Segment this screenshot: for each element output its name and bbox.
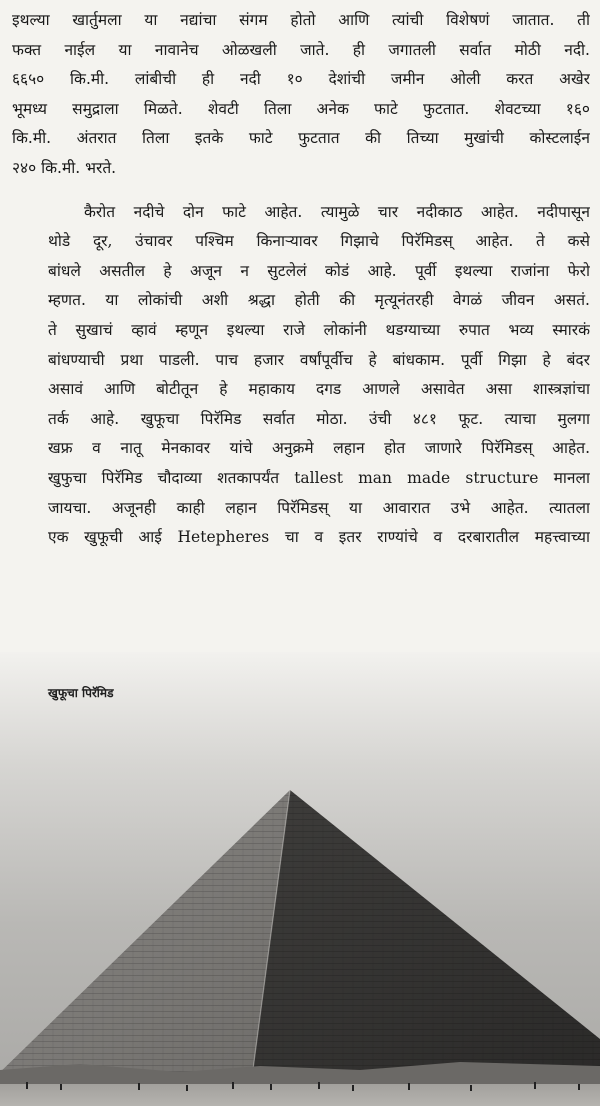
text-line: कि.मी. अंतरात तिला इतके फाटे फुटतात की तिच्या मुखांची कोस्टलाईन — [12, 129, 590, 148]
text-line: थोडे दूर, उंचावर पश्चिम किनाऱ्यावर गिझाचे पिरॅमिडस् आहेत. ते कसे — [48, 232, 590, 251]
figure-caption: खुफूचा पिरॅमिड — [48, 686, 114, 700]
paragraph-2 — [12, 198, 590, 553]
text-line: बांधले असतील हे अजून न सुटलेलं कोडं आहे. पूर्वी इथल्या राजांना फेरो — [48, 261, 590, 280]
text-line: ते सुखाचं व्हावं म्हणून इथल्या राजे लोकांनी थडग्याच्या रुपात भव्य स्मारकं — [48, 320, 590, 339]
text-line: म्हणत. या लोकांची अशी श्रद्धा होती की मृत्यूनंतरही वेगळं जीवन असतं. — [48, 291, 590, 310]
text-line: ६६५० कि.मी. लांबीची ही नदी १० देशांची जमीन ओली करत अखेर — [12, 70, 590, 89]
text-line: २४० कि.मी. भरते. — [12, 158, 117, 177]
text-line: कैरोत नदीचे दोन फाटे आहेत. त्यामुळे चार नदीकाठ आहेत. नदीपासून — [84, 202, 590, 221]
text-line: बांधण्याची प्रथा पाडली. पाच हजार वर्षांपूर्वीच हे बांधकाम. पूर्वी गिझा हे बंदर — [48, 350, 590, 369]
text-line: खुफुचा पिरॅमिड चौदाव्या शतकापर्यंत tallest man made structure मानला — [48, 468, 590, 487]
text-line: तर्क आहे. खुफूचा पिरॅमिड सर्वात मोठा. उंची ४८१ फूट. त्याचा मुलगा — [48, 409, 590, 428]
text-line: खफ्र व नातू मेनकावर यांचे अनुक्रमे लहान होत जाणारे पिरॅमिडस् आहेत. — [48, 439, 590, 458]
text-line: असावं आणि बोटीतून हे महाकाय दगड आणले असावेत असा शास्त्रज्ञांचा — [48, 380, 590, 399]
text-line: एक खुफूची आई Hetepheres चा व इतर राण्यांचे व दरबारातील महत्त्वाच्या — [48, 528, 590, 547]
text-line: इथल्या खार्तुमला या नद्यांचा संगम होतो आणि त्यांची विशेषणं जातात. ती — [12, 11, 590, 29]
text-line: जायचा. अजूनही काही लहान पिरॅमिडस् या आवारात उभे आहेत. त्यातला — [48, 498, 590, 517]
pyramid-photo — [0, 652, 600, 1106]
text-line: फक्त नाईल या नावानेच ओळखली जाते. ही जगातली सर्वात मोठी नदी. — [12, 40, 590, 59]
paragraph-1 — [12, 6, 590, 184]
body-text — [12, 6, 590, 553]
text-line: भूमध्य समुद्राला मिळते. शेवटी तिला अनेक फाटे फुटतात. शेवटच्या १६० — [12, 99, 590, 118]
